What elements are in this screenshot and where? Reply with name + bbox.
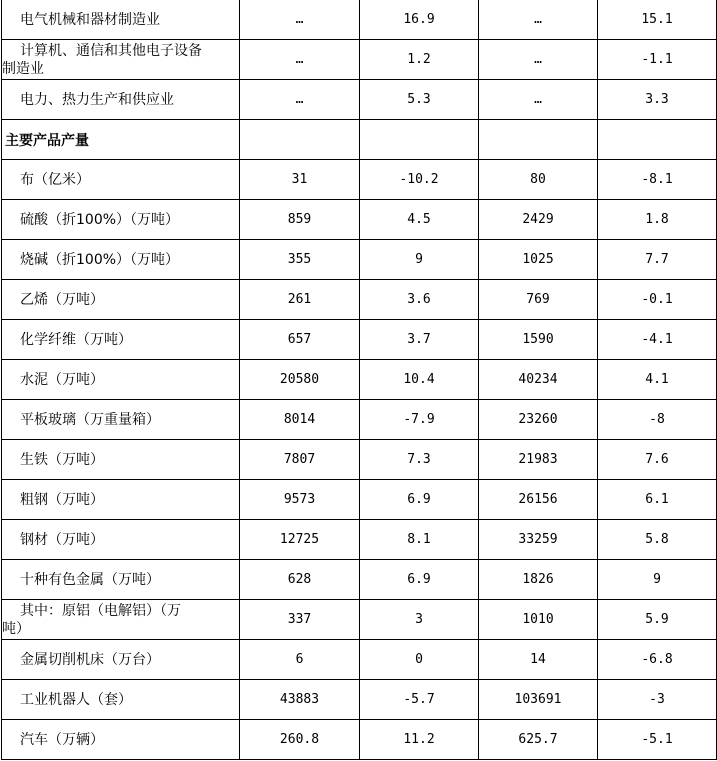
cell-value: 43883: [240, 680, 360, 720]
cell-value: 1.8: [598, 200, 717, 240]
cell-value: -8: [598, 400, 717, 440]
table-row: [2, 640, 717, 680]
row-label: 汽车（万辆）: [2, 720, 240, 760]
cell-value: 859: [240, 200, 360, 240]
row-label: 工业机器人（套）: [2, 680, 240, 720]
cell-value: 355: [240, 240, 360, 280]
row-label: 生铁（万吨）: [2, 440, 240, 480]
cell-value: 103691: [479, 680, 598, 720]
cell-value: -1.1: [598, 40, 717, 80]
cell-value: 9573: [240, 480, 360, 520]
table-row: [2, 0, 717, 40]
cell-value: -4.1: [598, 320, 717, 360]
table-row: [2, 360, 717, 400]
row-label: [2, 40, 240, 80]
cell-value: -5.1: [598, 720, 717, 760]
cell-value: 625.7: [479, 720, 598, 760]
cell-value: 8.1: [360, 520, 479, 560]
empty-cell: [360, 120, 479, 160]
cell-value: 1590: [479, 320, 598, 360]
cell-value: 3: [360, 600, 479, 640]
cell-value: …: [479, 40, 598, 80]
cell-value: 20580: [240, 360, 360, 400]
cell-value: 1826: [479, 560, 598, 600]
row-label: 电力、热力生产和供应业: [2, 80, 240, 120]
cell-value: 31: [240, 160, 360, 200]
section-row: [2, 120, 717, 160]
table-row: [2, 160, 717, 200]
row-label: 烧碱（折100%）（万吨）: [2, 240, 240, 280]
empty-cell: [598, 120, 717, 160]
cell-value: …: [479, 80, 598, 120]
table-row: [2, 400, 717, 440]
cell-value: 15.1: [598, 0, 717, 40]
table-row: [2, 240, 717, 280]
section-heading: 主要产品产量: [2, 120, 240, 160]
cell-value: 5.9: [598, 600, 717, 640]
table-row: [2, 600, 717, 640]
table-row: [2, 200, 717, 240]
row-label: 化学纤维（万吨）: [2, 320, 240, 360]
cell-value: 261: [240, 280, 360, 320]
row-label: 硫酸（折100%）（万吨）: [2, 200, 240, 240]
cell-value: -3: [598, 680, 717, 720]
cell-value: 6.9: [360, 480, 479, 520]
row-label-line1: 计算机、通信和其他电子设备: [20, 42, 202, 59]
row-label: 金属切削机床（万台）: [2, 640, 240, 680]
table-row: [2, 280, 717, 320]
cell-value: 6.1: [598, 480, 717, 520]
cell-value: 5.8: [598, 520, 717, 560]
table-row: [2, 680, 717, 720]
cell-value: 5.3: [360, 80, 479, 120]
row-label: 钢材（万吨）: [2, 520, 240, 560]
cell-value: …: [240, 0, 360, 40]
cell-value: …: [479, 0, 598, 40]
cell-value: 657: [240, 320, 360, 360]
cell-value: 260.8: [240, 720, 360, 760]
cell-value: 9: [598, 560, 717, 600]
cell-value: 337: [240, 600, 360, 640]
table-row: [2, 320, 717, 360]
cell-value: …: [240, 80, 360, 120]
cell-value: 14: [479, 640, 598, 680]
cell-value: 40234: [479, 360, 598, 400]
cell-value: 8014: [240, 400, 360, 440]
table-row: [2, 40, 717, 80]
cell-value: 3.7: [360, 320, 479, 360]
row-label: 十种有色金属（万吨）: [2, 560, 240, 600]
empty-cell: [240, 120, 360, 160]
cell-value: 4.5: [360, 200, 479, 240]
cell-value: 16.9: [360, 0, 479, 40]
cell-value: 33259: [479, 520, 598, 560]
cell-value: -10.2: [360, 160, 479, 200]
table-row: [2, 560, 717, 600]
empty-cell: [479, 120, 598, 160]
cell-value: 9: [360, 240, 479, 280]
row-label-line2: 吨）: [2, 620, 30, 637]
row-label: [2, 600, 240, 640]
cell-value: 1010: [479, 600, 598, 640]
cell-value: 12725: [240, 520, 360, 560]
cell-value: 80: [479, 160, 598, 200]
cell-value: -5.7: [360, 680, 479, 720]
row-label: 布（亿米）: [2, 160, 240, 200]
cell-value: 26156: [479, 480, 598, 520]
cell-value: …: [240, 40, 360, 80]
row-label: 平板玻璃（万重量箱）: [2, 400, 240, 440]
cell-value: 2429: [479, 200, 598, 240]
row-label-line1: 其中：原铝（电解铝）（万: [20, 602, 181, 619]
industrial-output-table: [1, 0, 717, 760]
cell-value: 0: [360, 640, 479, 680]
cell-value: 628: [240, 560, 360, 600]
cell-value: 7.3: [360, 440, 479, 480]
table-row: [2, 480, 717, 520]
table-row: [2, 440, 717, 480]
cell-value: 769: [479, 280, 598, 320]
cell-value: -8.1: [598, 160, 717, 200]
cell-value: 1.2: [360, 40, 479, 80]
cell-value: 10.4: [360, 360, 479, 400]
cell-value: 21983: [479, 440, 598, 480]
table-row: [2, 720, 717, 760]
row-label-line2: 制造业: [2, 60, 44, 77]
table-row: [2, 520, 717, 560]
cell-value: 1025: [479, 240, 598, 280]
cell-value: 7807: [240, 440, 360, 480]
cell-value: 6.9: [360, 560, 479, 600]
table-row: [2, 80, 717, 120]
row-label: 乙烯（万吨）: [2, 280, 240, 320]
cell-value: 6: [240, 640, 360, 680]
cell-value: -6.8: [598, 640, 717, 680]
cell-value: -0.1: [598, 280, 717, 320]
row-label: 电气机械和器材制造业: [2, 0, 240, 40]
cell-value: 23260: [479, 400, 598, 440]
row-label: 粗钢（万吨）: [2, 480, 240, 520]
cell-value: 11.2: [360, 720, 479, 760]
cell-value: 4.1: [598, 360, 717, 400]
cell-value: 7.7: [598, 240, 717, 280]
cell-value: -7.9: [360, 400, 479, 440]
cell-value: 3.3: [598, 80, 717, 120]
cell-value: 3.6: [360, 280, 479, 320]
cell-value: 7.6: [598, 440, 717, 480]
row-label: 水泥（万吨）: [2, 360, 240, 400]
